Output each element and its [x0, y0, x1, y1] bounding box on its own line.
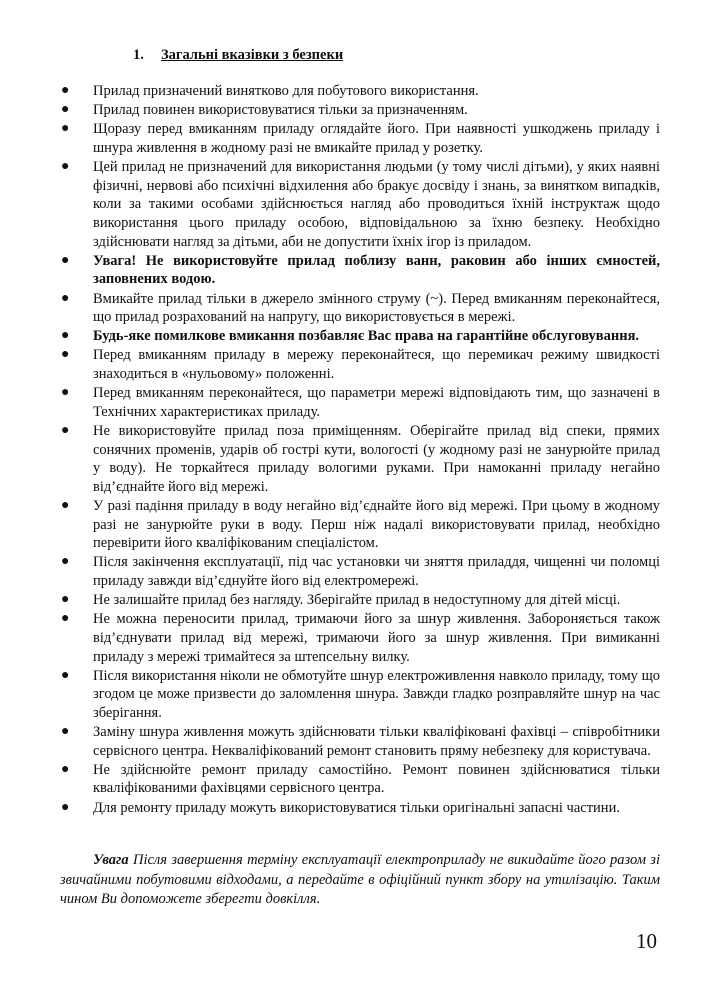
list-item: [60, 252, 660, 289]
list-item-text: Будь-яке помилкове вмикання позбавляє Вас права на гарантійне обслуговування.: [93, 328, 640, 345]
bullet-icon: ●: [61, 290, 70, 306]
list-item-text: Вмикайте прилад тільки в джерело змінного струму (~). Перед вмиканням переконайтеся, що прилад розрахований на напругу, що використовується в мережі.: [93, 290, 660, 326]
list-item-text: Не здійснюйте ремонт приладу самостійно. Ремонт повинен здійснюватися тільки кваліфікованими фахівцями сервісного центра.: [93, 761, 660, 797]
list-item-text: Прилад призначений винятково для побутового використання.: [93, 83, 479, 99]
bullet-icon: ●: [61, 252, 70, 268]
list-item: [60, 290, 660, 327]
note-label: Увага: [93, 852, 129, 868]
page-number: 10: [636, 929, 657, 953]
note-text: Після завершення терміну експлуатації електроприладу не викидайте його разом зі звичайними побутовими відходами, а передайте в офіційний пункт збору на утилізацію. Таким чином Ви допоможете зберегти довкілля.: [60, 852, 660, 907]
list-item-text: Щоразу перед вмиканням приладу оглядайте його. При наявності ушкоджень приладу і шнура живлення в жодному разі не вмикайте прилад у розетку.: [93, 121, 660, 156]
list-item: [60, 723, 660, 760]
bullet-icon: ●: [61, 347, 70, 363]
bullet-icon: ●: [61, 761, 70, 777]
bullet-icon: ●: [61, 121, 70, 137]
list-item: [60, 384, 660, 421]
list-item-text: Прилад повинен використовуватися тільки за призначенням.: [93, 102, 468, 119]
bullet-icon: ●: [61, 799, 70, 815]
bullet-icon: ●: [61, 724, 70, 740]
bullet-icon: ●: [61, 592, 70, 608]
section-number: 1.: [133, 47, 144, 63]
list-item-text: У разі падіння приладу в воду негайно від’єднайте його від мережі. При цьому в жодному разі не занурюйте руки в воду. Перш ніж надалі використовувати прилад, необхідно перевірити його кваліфікованим спеціалістом.: [93, 498, 660, 552]
section-heading: [133, 47, 343, 64]
list-item: [60, 158, 660, 251]
section-title: Загальні вказівки з безпеки: [161, 47, 344, 63]
list-item: [60, 327, 660, 346]
disposal-note: [60, 851, 660, 910]
list-item-text: Цей прилад не призначений для використання людьми (у тому числі дітьми), у яких наявні фізичні, нервові або психічні відхилення або бракує досвіду і знань, за винятком випадків, коли за такими особами здійснюється нагляд або проводиться їхній інструктаж щодо використання цього приладу особою, відповідальною за їхню безпеку. Необхідно здійснювати нагляд за дітьми, аби не допустити їхніх ігор із приладом.: [93, 159, 660, 250]
list-item: [60, 553, 660, 590]
list-item: [60, 422, 660, 496]
list-item: [60, 761, 660, 798]
list-item-text: Після закінчення експлуатації, під час установки чи зняття приладдя, чищенні чи поломці приладу завжди від’єднуйте його від електромережі.: [93, 554, 660, 589]
list-item: [60, 497, 660, 553]
bullet-icon: ●: [61, 385, 70, 401]
list-item: [60, 101, 660, 120]
list-item-text: Перед вмиканням приладу в мережу переконайтеся, що перемикач режиму швидкості знаходиться в «нульовому» положенні.: [93, 347, 660, 383]
list-item: [60, 667, 660, 723]
list-item: [60, 346, 660, 383]
list-item-text: Не залишайте прилад без нагляду. Зберігайте прилад в недоступному для дітей місці.: [93, 592, 621, 609]
list-item: [60, 799, 660, 818]
safety-rules-list: [60, 82, 660, 818]
bullet-icon: ●: [61, 328, 70, 344]
list-item-text: Для ремонту приладу можуть використовуватися тільки оригінальні запасні частини.: [93, 799, 620, 816]
bullet-icon: ●: [61, 498, 70, 513]
list-item: [60, 120, 660, 157]
list-item-text: Увага! Не використовуйте прилад поблизу ванн, раковин або інших ємностей, заповнених водою.: [93, 252, 660, 288]
list-item: [60, 82, 660, 101]
bullet-icon: ●: [61, 159, 70, 175]
list-item-text: Не можна переносити прилад, тримаючи його за шнур живлення. Забороняється також від’єднувати прилад від мережі, тримаючи його за шнур живлення. При вимиканні приладу з мережі тримайтеся за штепсельну вилку.: [93, 611, 660, 665]
bullet-icon: ●: [61, 423, 70, 439]
list-item: [60, 610, 660, 666]
list-item-text: Після використання ніколи не обмотуйте шнур електроживлення навколо приладу, тому що згодом це може призвести до заломлення шнура. Завжди гладко розправляйте шнур на час зберігання.: [93, 667, 660, 721]
bullet-icon: ●: [61, 667, 70, 683]
bullet-icon: ●: [61, 554, 70, 570]
bullet-icon: ●: [61, 611, 70, 627]
bullet-icon: ●: [61, 83, 70, 98]
list-item-text: Не використовуйте прилад поза приміщенням. Оберігайте прилад від спеки, прямих сонячних променів, ударів об гострі кути, вологості (у жодному разі не занурюйте прилад у воду). Не торкайтеся приладу вологими руками. При намоканні приладу негайно від’єднайте його від мережі.: [93, 423, 660, 495]
list-item-text: Перед вмиканням переконайтеся, що параметри мережі відповідають тим, що зазначені в Технічних характеристиках приладу.: [93, 385, 660, 420]
list-item: [60, 591, 660, 610]
bullet-icon: ●: [61, 102, 70, 118]
list-item-text: Заміну шнура живлення можуть здійснювати тільки кваліфіковані фахівці – співробітники сервісного центра. Некваліфікований ремонт становить пряму небезпеку для користувача.: [93, 724, 660, 759]
